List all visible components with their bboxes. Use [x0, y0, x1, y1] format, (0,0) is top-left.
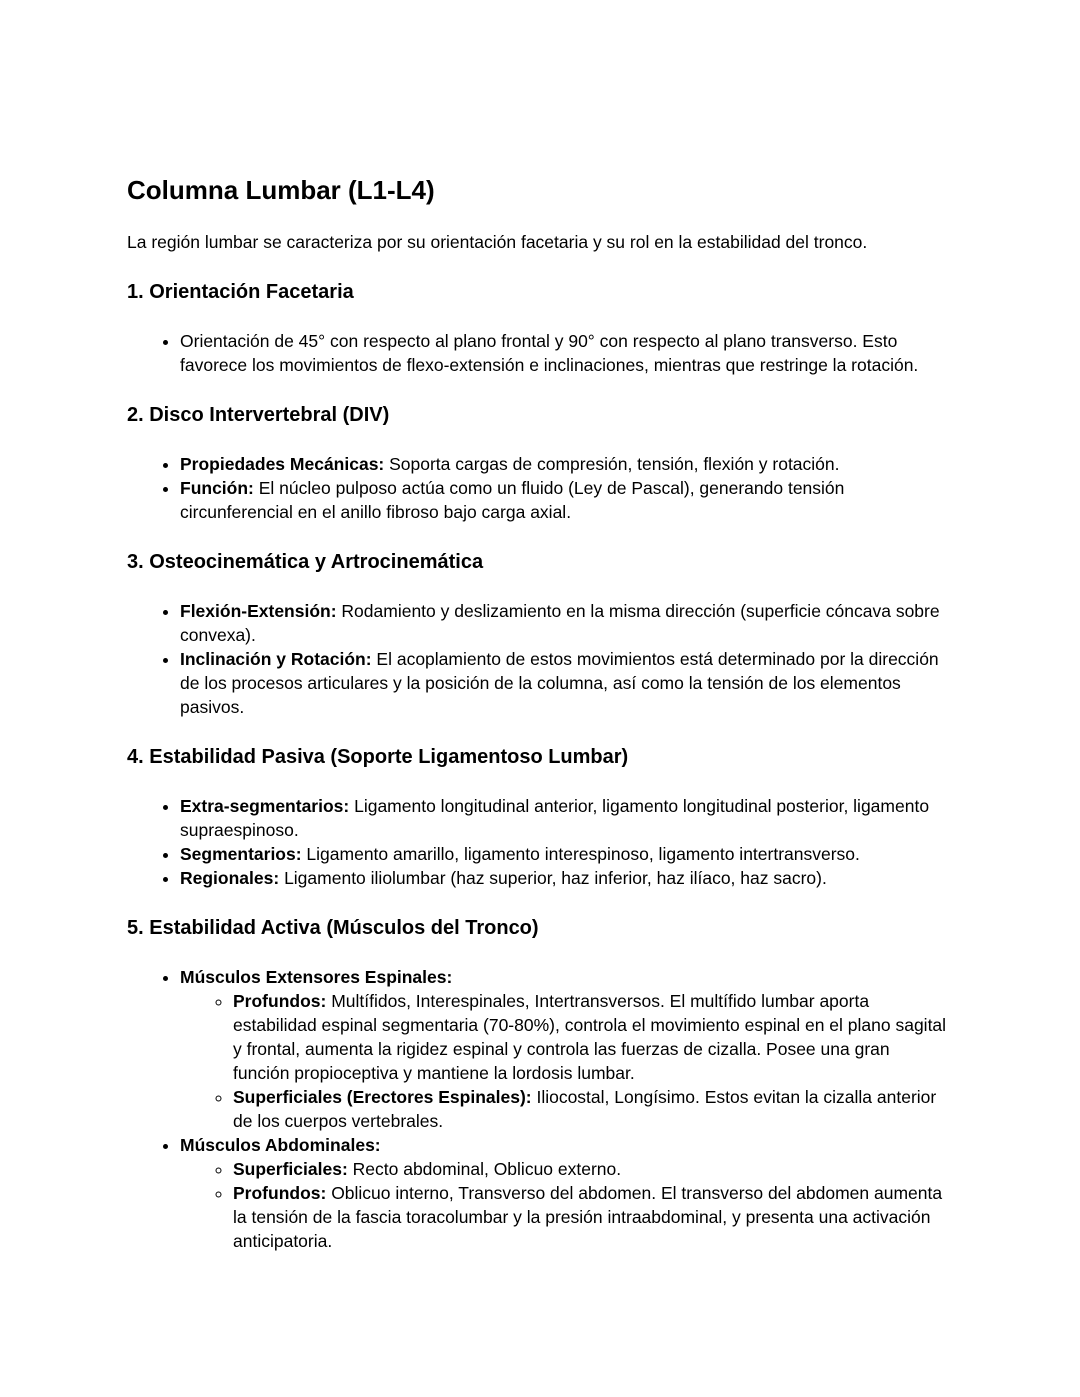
document-title: Columna Lumbar (L1-L4)	[127, 175, 435, 205]
list-item: • Flexión-Extensión: Rodamiento y deslizamiento en la misma dirección (superficie cóncava sobre convexa).	[180, 599, 950, 647]
section-heading: 2. Disco Intervertebral (DIV)	[127, 403, 390, 426]
list-item-lead: Superficiales:	[233, 1158, 348, 1179]
section-heading: 1. Orientación Facetaria	[127, 280, 354, 303]
list-item: • Regionales: Ligamento iliolumbar (haz superior, haz inferior, haz ilíaco, haz sacro).	[180, 866, 950, 890]
list-item-lead: Músculos Extensores Espinales:	[180, 966, 453, 987]
document-section	[127, 746, 950, 890]
document-section	[127, 281, 950, 377]
list-item-lead: Profundos:	[233, 1182, 327, 1203]
bullet-list	[127, 329, 950, 377]
sub-list-item: ◦ Superficiales: Recto abdominal, Oblicuo externo.	[233, 1157, 950, 1181]
bullet-list	[127, 599, 950, 719]
list-item-lead: Extra-segmentarios:	[180, 795, 350, 816]
list-item: • Orientación de 45° con respecto al plano frontal y 90° con respecto al plano transverso. Esto favorece los movimientos de flexo-extensión e inclinaciones, mientras que restringe la rotación.	[180, 329, 950, 377]
sub-bullet-list	[180, 989, 950, 1133]
list-item	[180, 1133, 950, 1253]
intro-paragraph: La región lumbar se caracteriza por su orientación facetaria y su rol en la estabilidad del tronco.	[127, 231, 868, 252]
sub-list-item: ◦ Superficiales (Erectores Espinales): Iliocostal, Longísimo. Estos evitan la cizalla anterior de los cuerpos vertebrales.	[233, 1085, 950, 1133]
document-section	[127, 917, 950, 1253]
sub-list-item: ◦ Profundos: Oblicuo interno, Transverso del abdomen. El transverso del abdomen aumenta la tensión de la fascia toracolumbar y la presión intraabdominal, y presenta una activación anticipatoria.	[233, 1181, 950, 1253]
list-item	[180, 965, 950, 1133]
list-item-lead: Regionales:	[180, 867, 280, 888]
list-item: • Extra-segmentarios: Ligamento longitudinal anterior, ligamento longitudinal posterior, ligamento supraespinoso.	[180, 794, 950, 842]
list-item: • Función: El núcleo pulposo actúa como un fluido (Ley de Pascal), generando tensión circunferencial en el anillo fibroso bajo carga axial.	[180, 476, 950, 524]
document-section	[127, 404, 950, 524]
list-item-lead: Segmentarios:	[180, 843, 302, 864]
bullet-list	[127, 452, 950, 524]
section-heading: 4. Estabilidad Pasiva (Soporte Ligamentoso Lumbar)	[127, 745, 629, 768]
sub-bullet-list	[180, 1157, 950, 1253]
section-heading: 5. Estabilidad Activa (Músculos del Tronco)	[127, 916, 539, 939]
document-section	[127, 551, 950, 719]
sections-container	[127, 281, 950, 1253]
section-heading: 3. Osteocinemática y Artrocinemática	[127, 550, 484, 573]
sub-list-item: ◦ Profundos: Multífidos, Interespinales, Intertransversos. El multífido lumbar aporta estabilidad espinal segmentaria (70-80%), controla el movimiento espinal en el plano sagital y frontal, aumenta la rigidez espinal y controla las fuerzas de cizalla. Posee una gran función propioceptiva y mantiene la lordosis lumbar.	[233, 989, 950, 1085]
bullet-list	[127, 965, 950, 1253]
list-item: • Propiedades Mecánicas: Soporta cargas de compresión, tensión, flexión y rotación.	[180, 452, 950, 476]
list-item-lead: Músculos Abdominales:	[180, 1134, 381, 1155]
list-item-lead: Superficiales (Erectores Espinales):	[233, 1086, 532, 1107]
list-item-lead: Profundos:	[233, 990, 327, 1011]
list-item-lead: Función:	[180, 477, 254, 498]
bullet-list	[127, 794, 950, 890]
list-item-lead: Flexión-Extensión:	[180, 600, 337, 621]
list-item-lead: Propiedades Mecánicas:	[180, 453, 385, 474]
list-item-lead: Inclinación y Rotación:	[180, 648, 372, 669]
list-item: • Inclinación y Rotación: El acoplamiento de estos movimientos está determinado por la dirección de los procesos articulares y la posición de la columna, así como la tensión de los elementos pasivos.	[180, 647, 950, 719]
list-item: • Segmentarios: Ligamento amarillo, ligamento interespinoso, ligamento intertransverso.	[180, 842, 950, 866]
